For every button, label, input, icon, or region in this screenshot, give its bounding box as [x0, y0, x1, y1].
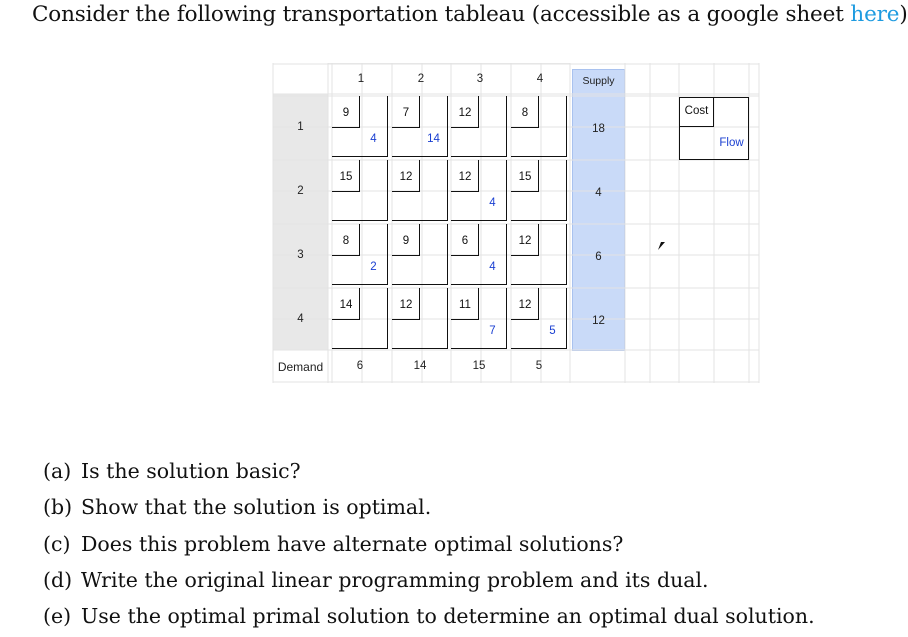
question-label: (e) — [43, 604, 72, 629]
supply-value: 18 — [592, 123, 605, 135]
flow-value: 4 — [489, 197, 496, 209]
transportation-tableau — [270, 63, 760, 388]
unit-cost: 9 — [402, 235, 410, 247]
column-header: 4 — [536, 73, 544, 85]
allocation-cell-right — [538, 224, 567, 285]
flow-value: 5 — [549, 325, 556, 337]
unit-cost: 8 — [521, 107, 529, 119]
allocation-cell-right — [478, 224, 507, 285]
unit-cost: 6 — [461, 235, 469, 247]
question-text: Does this problem have alternate optimal solutions? — [81, 531, 624, 556]
unit-cost: 12 — [399, 299, 413, 311]
allocation-cell-right — [478, 160, 507, 221]
demand-value: 15 — [472, 360, 486, 372]
demand-value: 5 — [535, 360, 543, 372]
supply-header: Supply — [582, 75, 615, 87]
allocation-cell-right — [478, 288, 507, 349]
allocation-cell-right — [538, 160, 567, 221]
row-header: 4 — [297, 313, 304, 325]
intro-paragraph — [32, 2, 908, 27]
allocation-cell-right — [478, 96, 507, 157]
allocation-cell-right — [419, 224, 448, 285]
row-header: 1 — [297, 121, 304, 133]
flow-value: 2 — [370, 261, 377, 273]
question-item — [43, 489, 815, 525]
question-label: (a) — [43, 459, 72, 483]
column-header: 2 — [417, 73, 425, 85]
allocation-cell-right — [419, 160, 448, 221]
row-header: 2 — [297, 185, 304, 197]
allocation-cell-right — [359, 288, 388, 349]
legend-flow-label: Flow — [719, 137, 744, 149]
question-label: (c) — [43, 531, 71, 556]
supply-value: 4 — [595, 187, 602, 199]
allocation-cell-right — [538, 288, 567, 349]
allocation-cell-right — [359, 224, 388, 285]
question-text: Write the original linear programming problem and its dual. — [81, 567, 709, 592]
unit-cost: 12 — [518, 235, 532, 247]
row-header: 3 — [297, 249, 304, 261]
unit-cost: 15 — [339, 171, 353, 183]
unit-cost: 14 — [339, 299, 353, 311]
google-sheet-link[interactable]: here — [850, 2, 900, 27]
unit-cost: 15 — [518, 171, 532, 183]
question-label: (b) — [43, 495, 73, 520]
demand-value: 6 — [356, 360, 364, 372]
unit-cost: 12 — [458, 107, 472, 119]
column-header: 1 — [357, 73, 365, 85]
legend-cost-label: Cost — [684, 105, 709, 117]
question-list — [43, 453, 815, 634]
question-text: Show that the solution is optimal. — [81, 495, 432, 520]
allocation-cell-right — [359, 96, 388, 157]
column-header: 3 — [476, 73, 484, 85]
question-item — [43, 598, 815, 634]
flow-value: 4 — [370, 133, 377, 145]
unit-cost: 12 — [458, 171, 472, 183]
unit-cost: 9 — [342, 107, 350, 119]
mouse-cursor-icon — [655, 238, 667, 252]
allocation-cell-right — [359, 160, 388, 221]
unit-cost: 11 — [459, 299, 471, 311]
question-item — [43, 453, 815, 489]
demand-value: 14 — [413, 360, 427, 372]
supply-value: 12 — [592, 315, 605, 327]
unit-cost: 7 — [402, 107, 410, 119]
question-item — [43, 562, 815, 598]
unit-cost: 12 — [399, 171, 413, 183]
intro-text: Consider the following transportation tableau (accessible as a google sheet — [32, 2, 851, 27]
unit-cost: 8 — [342, 235, 350, 247]
question-label: (d) — [43, 567, 73, 592]
allocation-cell-right — [419, 288, 448, 349]
intro-close: ) — [899, 2, 908, 27]
supply-value: 6 — [595, 251, 602, 263]
question-text: Is the solution basic? — [81, 459, 301, 483]
flow-value: 14 — [427, 133, 440, 145]
demand-label: Demand — [277, 360, 324, 374]
allocation-cell-right — [419, 96, 448, 157]
allocation-cell-right — [538, 96, 567, 157]
flow-value: 7 — [489, 325, 496, 337]
flow-value: 4 — [489, 261, 496, 273]
question-text: Use the optimal primal solution to determine an optimal dual solution. — [81, 604, 815, 629]
unit-cost: 12 — [518, 299, 532, 311]
question-item — [43, 526, 815, 562]
